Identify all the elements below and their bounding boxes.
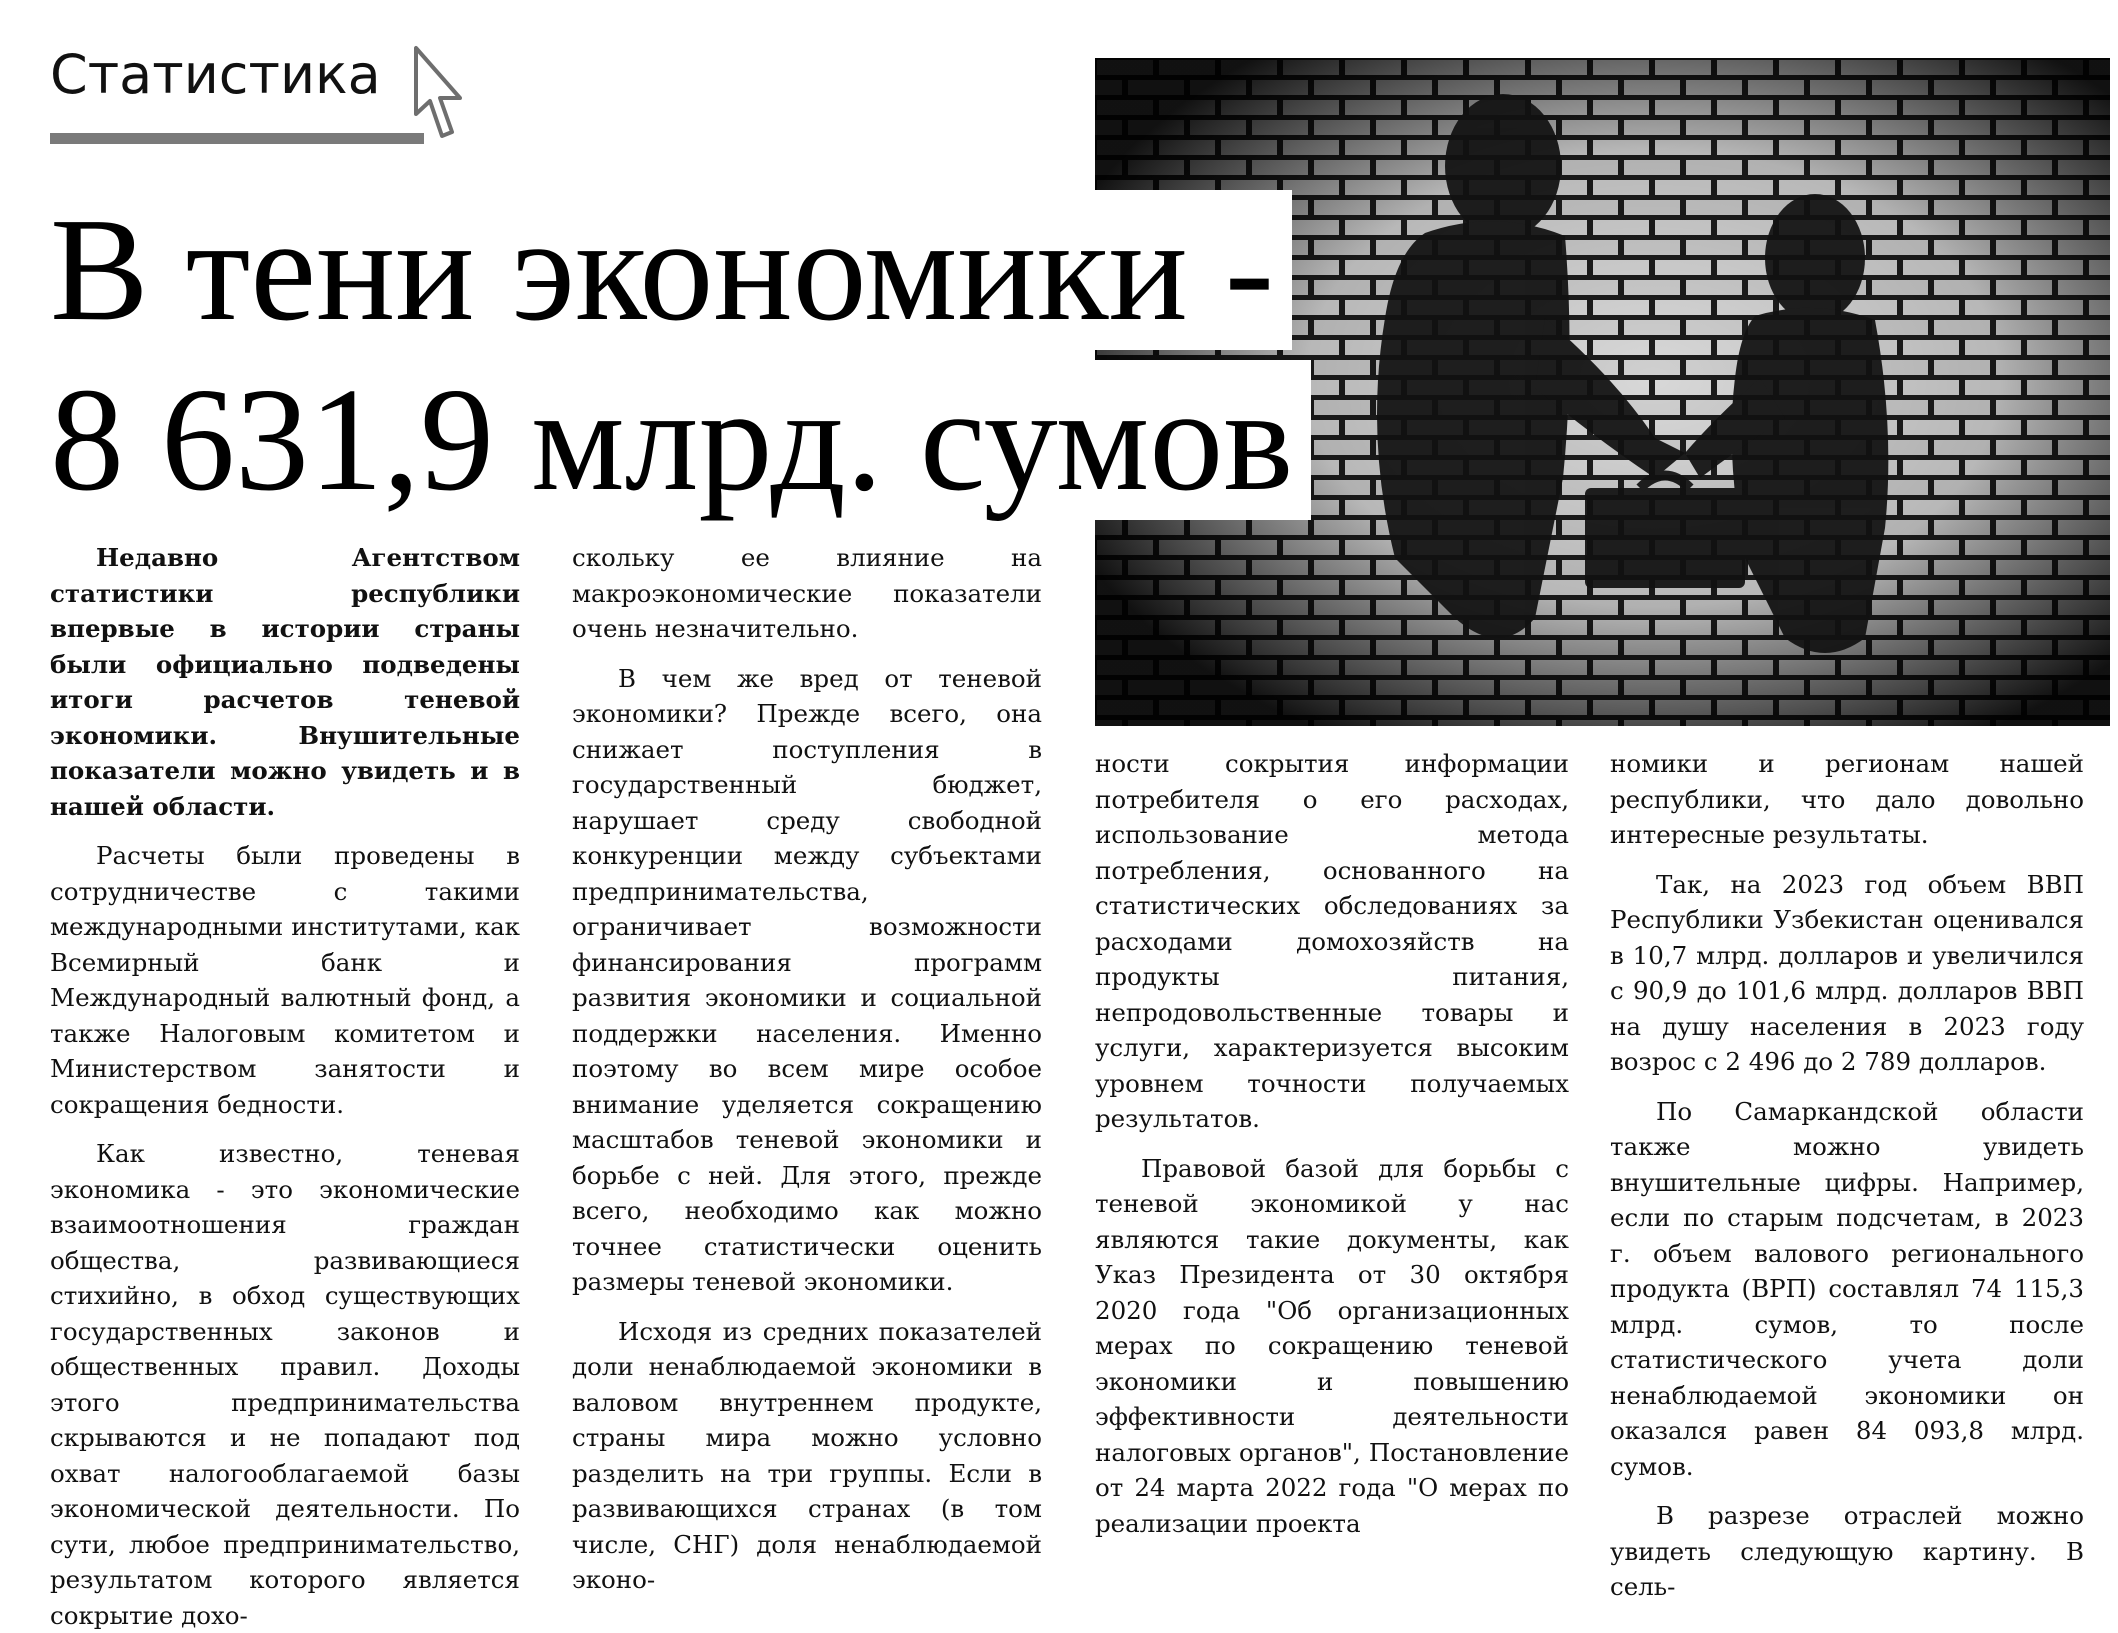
article-column-3 [1095,746,1569,1541]
paragraph-continuation: скольку ее влияние на макроэкономические показатели очень незначительно. [572,543,1042,643]
article-column-2 [572,540,1042,1598]
paragraph: Расчеты были проведены в сотрудничестве с такими международными институтами, как Всемирный банк и Международный валютный фонд, а также Налоговым комитетом и Министерством занятости и сокращения бедности. [50,841,520,1119]
paragraph: По Самаркандской области также можно увидеть внушительные цифры. Например, если по старым подсчетам, в 2023 г. объем валового регионального продукта (ВРП) составлял 74 115,3 млрд. сумов, то после статистического учета доли ненаблюдаемой экономики он оказался равен 84 093,8 млрд. сумов. [1610,1096,2084,1481]
article-column-4 [1610,746,2084,1605]
article-column-1 [50,540,520,1633]
paragraph: Так, на 2023 год объем ВВП Республики Узбекистан оценивался в 10,7 млрд. долларов и увеличился с 90,9 до 101,6 млрд. долларов ВВП на душу населения в 2023 году возрос с 2 496 до 2 789 долларов. [1610,869,2084,1076]
paragraph: В разрезе отраслей можно увидеть следующую картину. В сель- [1610,1501,2084,1601]
headline-line-1: В тени экономики - [46,190,1292,350]
headline-line-2: 8 631,9 млрд. сумов [46,360,1311,520]
section-label: Статистика [50,43,381,106]
paragraph-continuation: номики и регионам нашей республики, что дало довольно интересные результаты. [1610,749,2084,849]
paragraph: Исходя из средних показателей доли ненаблюдаемой экономики в валовом внутреннем продукте, страны мира можно условно разделить на три группы. Если в развивающихся странах (в том числе, СНГ) доля ненаблюдаемой эконо- [572,1316,1042,1594]
paragraph: В чем же вред от теневой экономики? Прежде всего, она снижает поступления в государственный бюджет, нарушает среду свободной конкуренции между субъектами предпринимательства, ограничивает возможности финансирования программ развития экономики и социальной поддержки населения. Именно поэтому во всем мире особое внимание уделяется сокращению масштабов теневой экономики и борьбе с ней. Для этого, прежде всего, необходимо как можно точнее статистически оценить размеры теневой экономики. [572,663,1042,1296]
cursor-arrow-icon [412,44,468,152]
lead-paragraph: Недавно Агентством статистики республики впервые в истории страны были официально подведены итоги расчетов теневой экономики. Внушительные показатели можно увидеть и в нашей области. [50,543,520,821]
paragraph: Правовой базой для борьбы с теневой экономикой у нас являются такие документы, как Указ Президента от 30 октября 2020 года "Об организационных мерах по сокращению теневой экономики и повышению эффективности деятельности налоговых органов", Постановление от 24 марта 2022 года "О мерах по реализации проекта [1095,1153,1569,1538]
section-rule [50,133,424,144]
paragraph: Как известно, теневая экономика - это экономические взаимоотношения граждан общества, развивающиеся стихийно, в обход существующих государственных законов и общественных правил. Доходы этого предпринимательства скрываются и не попадают под охват налогооблагаемой базы экономической деятельности. По сути, любое предпринимательство, результатом которого является сокрытие дохо- [50,1139,520,1630]
paragraph-continuation: ности сокрытия информации потребителя о его расходах, использование метода потребления, основанного на статистических обследованиях за расходами домохозяйств на продукты питания, непродовольственные товары и услуги, характеризуется высоким уровнем точности получаемых результатов. [1095,749,1569,1133]
